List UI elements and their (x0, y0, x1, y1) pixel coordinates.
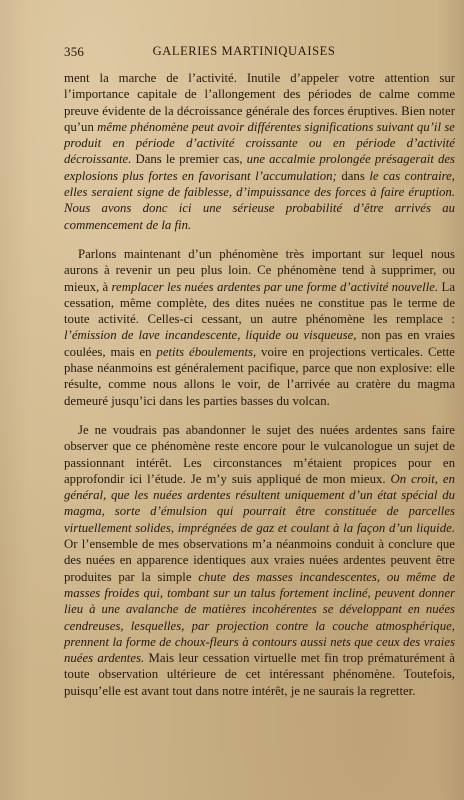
italic-run: chute des masses incandescentes, ou même de masses froides qui, tombant sur un talus fortement incliné, peuvent donner lieu à une avalanche de matières incohérentes se développant en nuées cendreuses, lesquelles, par projection contre la couche atmosphérique, prennent la forme de choux-fleurs à contours aussi nets que ceux des vraies nuées ardentes. (64, 569, 455, 666)
text-run: Je ne voudrais pas abandonner le sujet des nuées ardentes sans faire observer que ce phénomène reste encore pour le vulcanologue un sujet de passionnant intérêt. Les circonstances m’étaient propices pour en approfondir ici l’étude. Je m’y suis appliqué de mon mieux. (64, 422, 455, 486)
text-run: Mais leur cessation virtuelle met fin trop prématurément à toute observation ultérieure de cet intéressant phénomène. Toutefois, puisqu’elle est avant tout dans notre intérêt, je ne saurais la regretter. (64, 651, 455, 698)
text-run: Dans le premier cas, (131, 152, 247, 167)
page-number: 356 (64, 44, 85, 59)
running-head (64, 44, 424, 60)
italic-run: même phénomène peut avoir différentes significations suivant qu’il se produit en période d’activité croissante ou en période d’activité décroissante. (64, 119, 455, 167)
italic-run: On croit, en général, que les nuées ardentes résultent uniquement d’un état spécial du magma, sorte d’émulsion qui pourrait être constituée de parcelles virtuellement solides, imprégnées de gaz et coulant à la façon d’un liquide. (64, 471, 456, 535)
paragraph-2 (64, 246, 455, 409)
italic-run: le cas contraire, elles seraient signe de faiblesse, d’impuissance des forces à faire éruption. Nous avons donc ici une sérieuse probabilité d’être arrivés au commencement de la fin. (64, 168, 456, 232)
body-text (64, 70, 455, 712)
italic-run: remplacer les nuées ardentes par une forme d’activité nouvelle. (111, 279, 439, 294)
text-run: non pas en vraies coulées, mais en (64, 328, 455, 359)
italic-run: une accalmie prolongée présagerait des explosions plus fortes en favorisant l’accumulation; (64, 152, 455, 183)
text-run: Or l’ensemble de mes observations m’a néanmoins conduit à conclure que des nuées en apparence identiques aux vraies nuées ardentes peuvent être produites par la simple (64, 537, 455, 584)
italic-run: l’émission de lave incandescente, liquide ou visqueuse, (64, 328, 357, 343)
text-run: voire en projections verticales. Cette phase néanmoins est généralement pacifique, parce que non explosive: elle résulte, comme nous allons le voir, de l’arrivée au cratère du magma demeuré jusqu’ici dans les parties basses du volcan. (64, 344, 455, 408)
paragraph-3 (64, 422, 455, 699)
italic-run: petits éboulements, (156, 344, 257, 359)
text-run: ment la marche de l’activité. Inutile d’appeler votre attention sur l’importance capitale de l’allongement des périodes de calme comme preuve évidente de la décroissance générale des forces éruptives. Bien noter qu’un (64, 71, 455, 134)
text-run: dans (336, 168, 370, 183)
text-run: Parlons maintenant d’un phénomène très important sur lequel nous aurons à revenir un peu plus loin. Ce phénomène tend à supprimer, ou mieux, à (64, 246, 455, 294)
text-run: La cessation, même complète, des dites nuées ne constitue pas le terme de toute activité. Celles-ci cessant, un autre phénomène les remplace : (64, 279, 456, 327)
paragraph-1 (64, 70, 455, 233)
running-title: GALERIES MARTINIQUAISES (152, 44, 336, 58)
